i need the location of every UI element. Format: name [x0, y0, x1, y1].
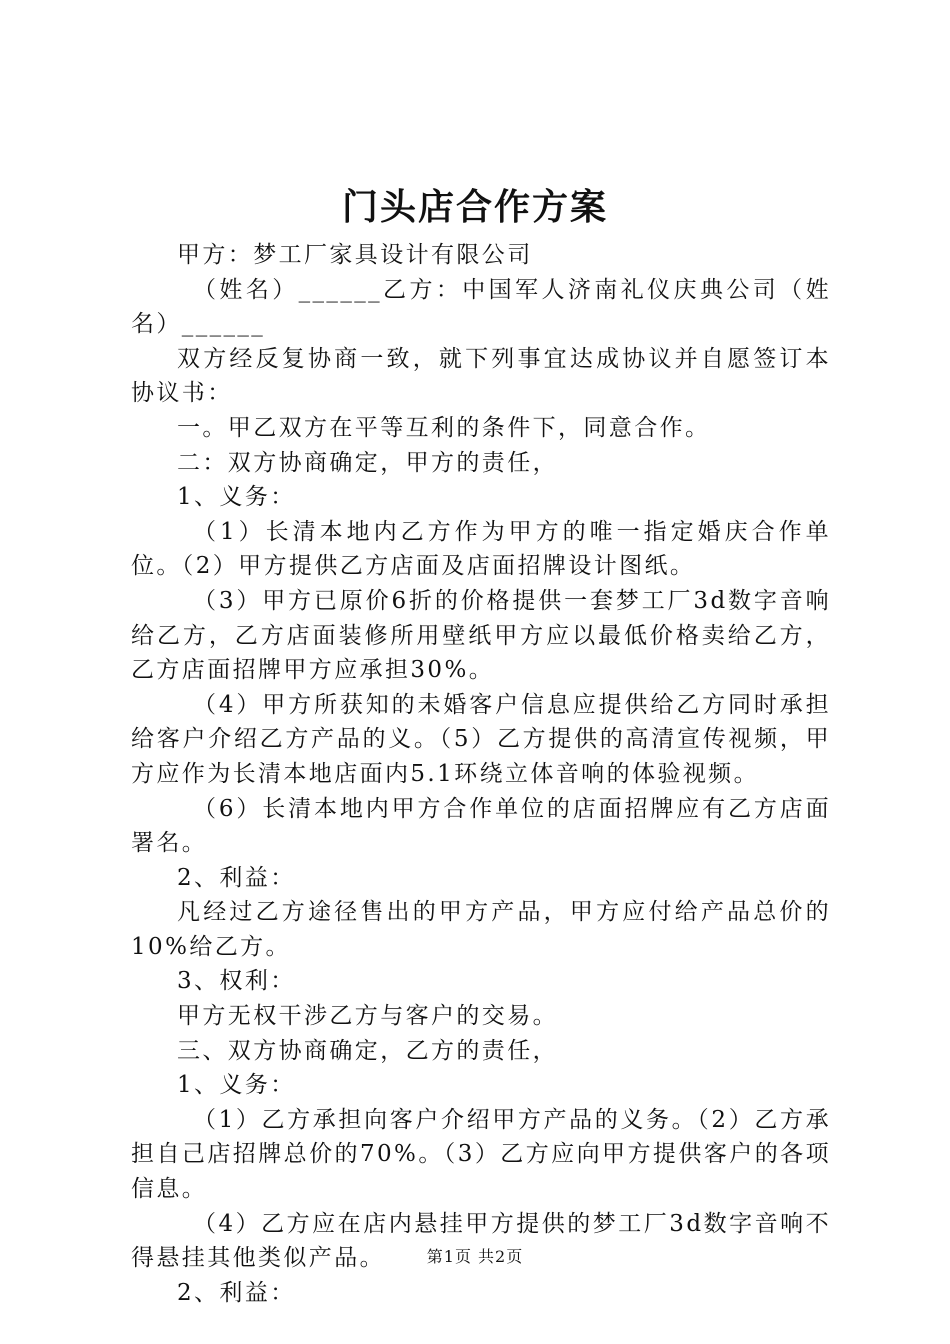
- document-body: [131, 238, 831, 1310]
- paragraph-clause-3: 三、双方协商确定，乙方的责任，: [177, 1037, 558, 1064]
- paragraph-b-duties-heading: 1、义务：: [177, 1072, 296, 1099]
- paragraph-b-duty-1-3: （1）乙方承担向客户介绍甲方产品的义务。（2）乙方承担自己店招牌总价的70%。（3）乙方应向甲方提供客户的各项信息。: [131, 1106, 831, 1203]
- paragraph-a-duties-heading: 1、义务：: [177, 484, 296, 511]
- paragraph-b-duty-4: （4）乙方应在店内悬挂甲方提供的梦工厂3d数字音响不得悬挂其他类似产品。: [131, 1210, 831, 1272]
- paragraph-a-benefits-heading: 2、利益：: [177, 864, 296, 891]
- paragraph-a-benefits: 凡经过乙方途径售出的甲方产品，甲方应付给产品总价的10%给乙方。: [131, 899, 831, 960]
- paragraph-party-b: （姓名）______乙方：中国军人济南礼仪庆典公司（姓名）______: [131, 276, 831, 338]
- paragraph-a-duty-6: （6）长清本地内甲方合作单位的店面招牌应有乙方店面署名。: [131, 795, 831, 857]
- paragraph-intro: 双方经反复协商一致，就下列事宜达成协议并自愿签订本协议书：: [131, 345, 831, 407]
- paragraph-a-rights-heading: 3、权利：: [177, 968, 296, 995]
- page-number-footer: 第1页 共2页: [426, 1247, 524, 1266]
- paragraph-a-duty-1-2: （1）长清本地内乙方作为甲方的唯一指定婚庆合作单位。（2）甲方提供乙方店面及店面招牌设计图纸。: [131, 518, 831, 580]
- paragraph-a-duty-4-5: （4）甲方所获知的未婚客户信息应提供给乙方同时承担给客户介绍乙方产品的义。（5）乙方提供的高清宣传视频，甲方应作为长清本地店面内5.1环绕立体音响的体验视频。: [131, 691, 831, 787]
- paragraph-clause-2: 二：双方协商确定，甲方的责任，: [177, 449, 558, 476]
- document-title: 门头店合作方案: [341, 186, 608, 228]
- paragraph-party-a: 甲方：梦工厂家具设计有限公司: [177, 242, 533, 268]
- paragraph-b-benefits-heading: 2、利益：: [177, 1279, 296, 1306]
- paragraph-clause-1: 一。甲乙双方在平等互利的条件下，同意合作。: [177, 414, 711, 441]
- paragraph-a-duty-3: （3）甲方已原价6折的价格提供一套梦工厂3d数字音响给乙方，乙方店面装修所用壁纸甲方应以最低价格卖给乙方，乙方店面招牌甲方应承担30%。: [131, 587, 831, 684]
- paragraph-a-rights: 甲方无权干涉乙方与客户的交易。: [177, 1003, 558, 1030]
